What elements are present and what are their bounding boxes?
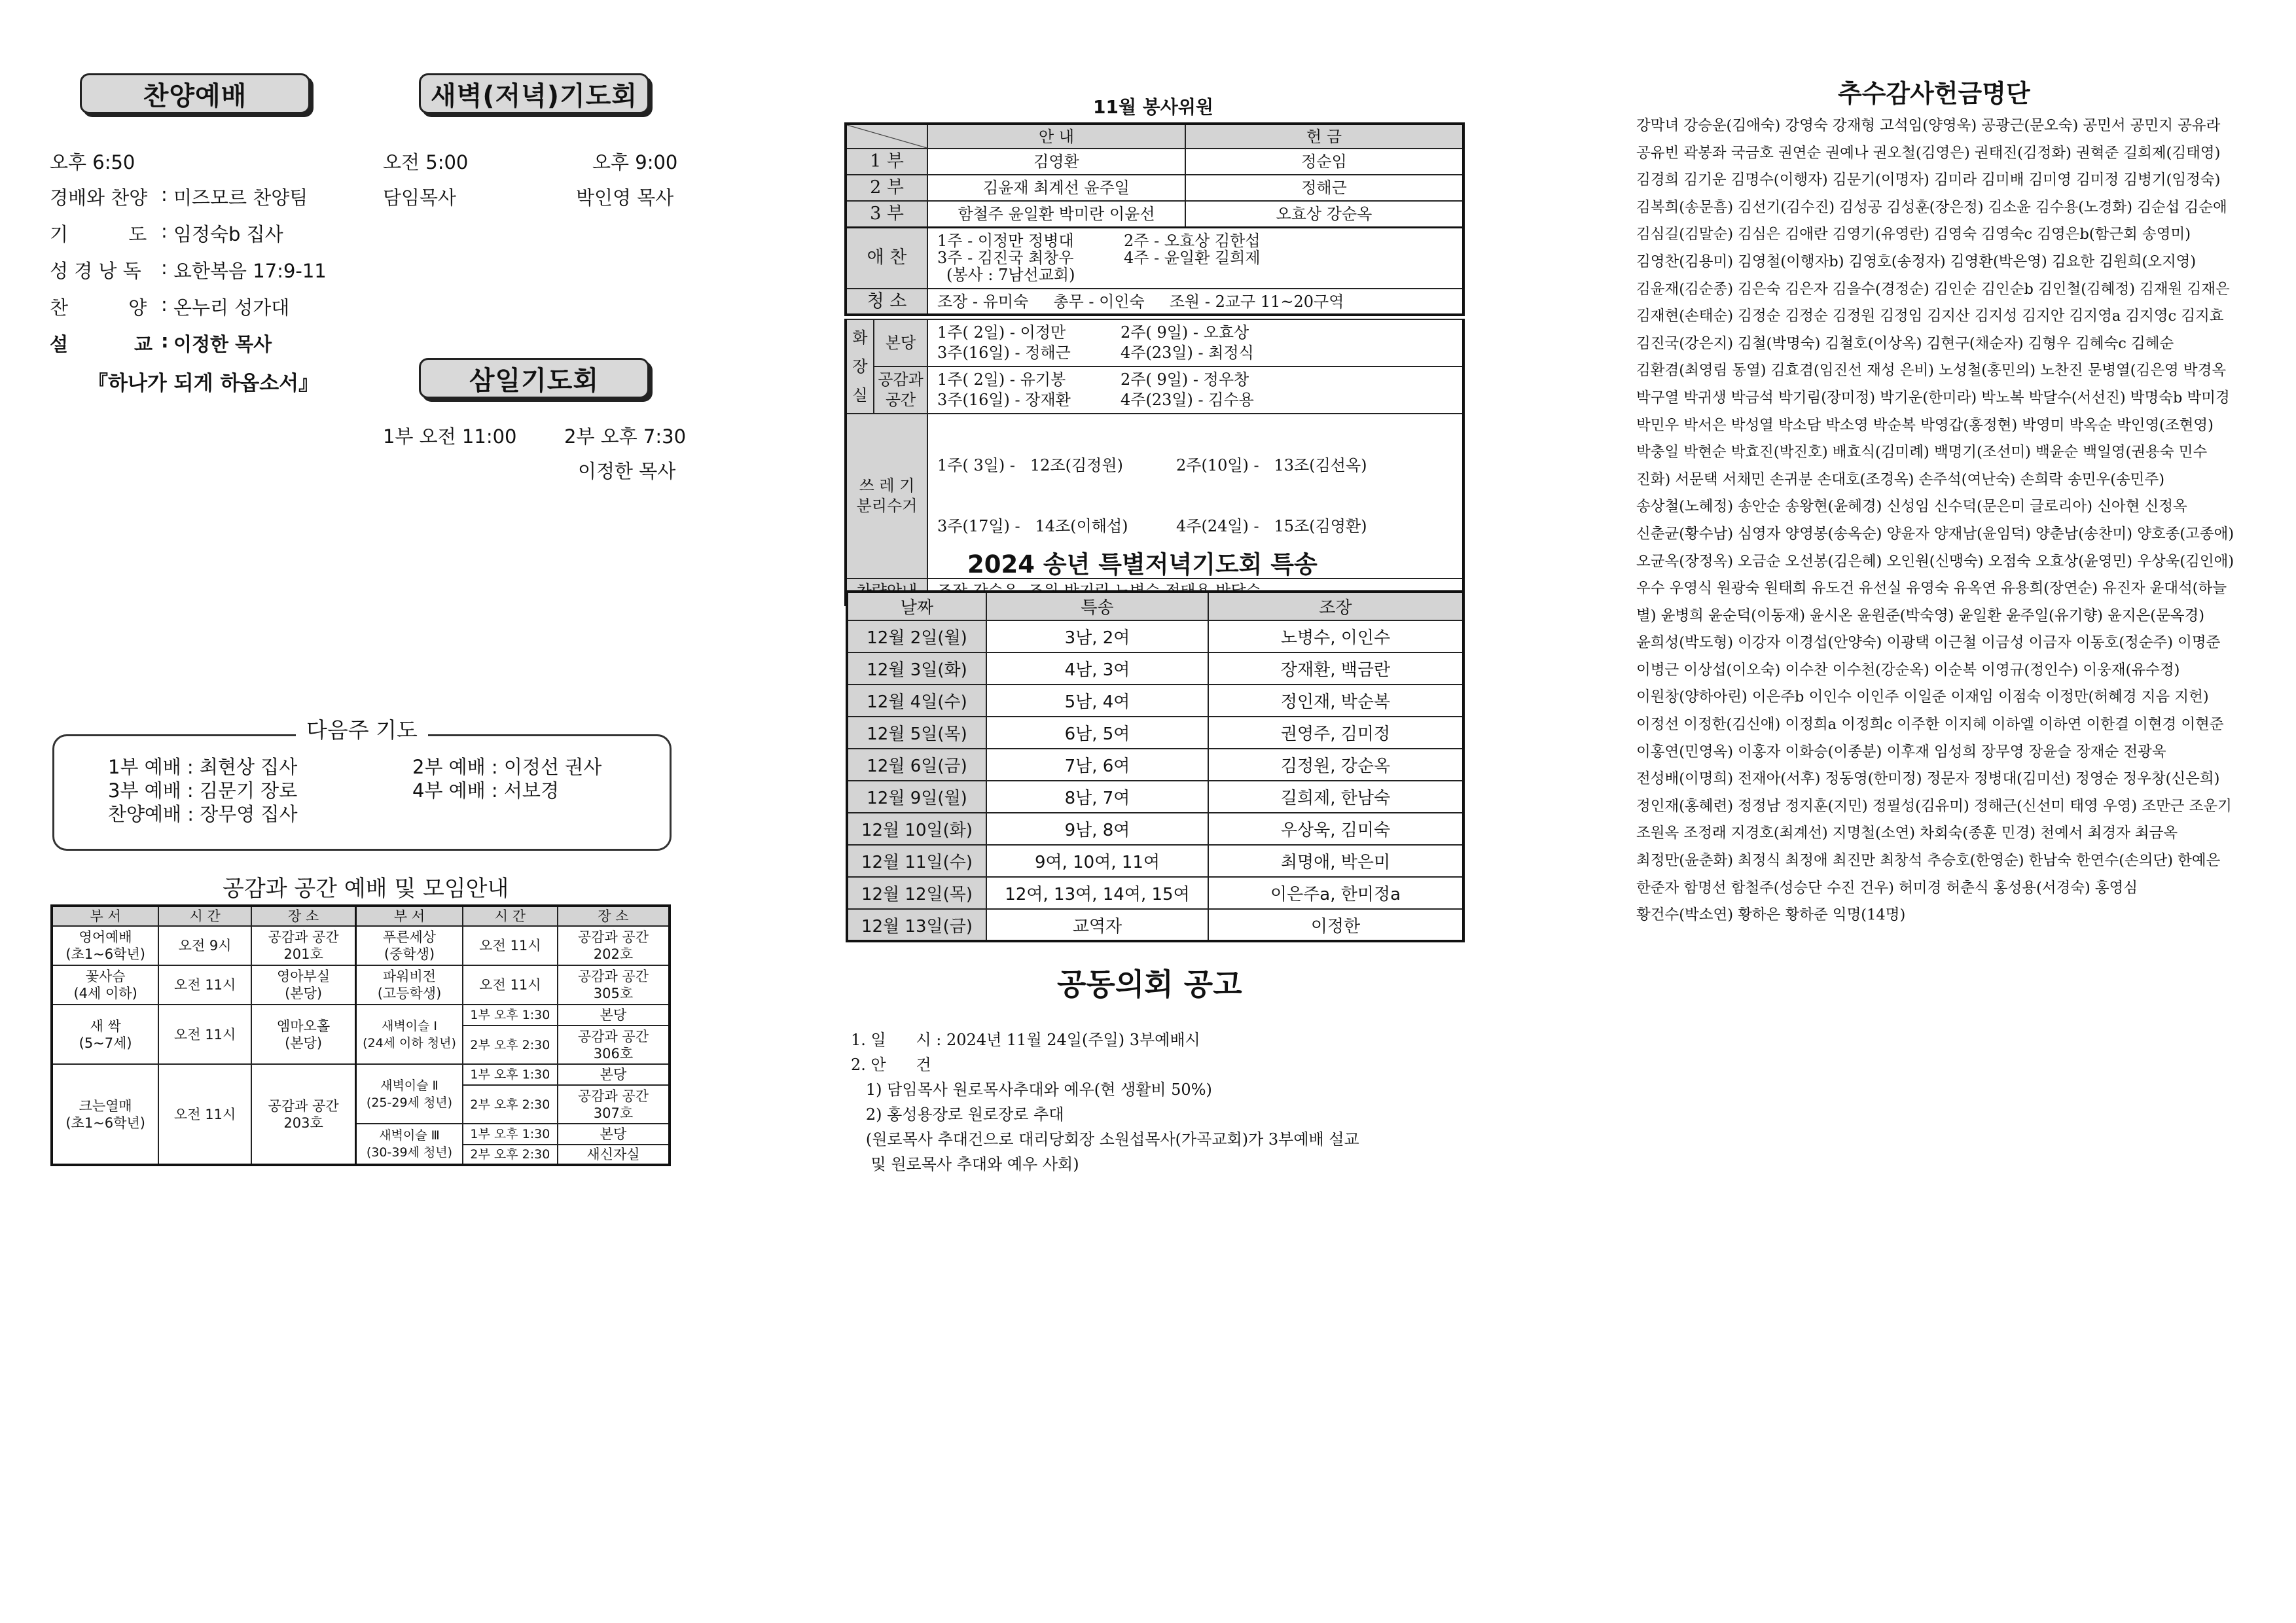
- space-table: [50, 904, 671, 1166]
- table-row: 12월 12일(목) 12여, 13여, 14여, 15여 이은주a, 한미정a: [847, 877, 1463, 909]
- donor-line: 윤희성(박도형) 이강자 이경섭(안양숙) 이광택 이근철 이금성 이금자 이동호(정순주) 이명준: [1636, 634, 2221, 652]
- council-notice-body: [851, 1027, 1359, 1177]
- col-header: 부 서: [52, 906, 158, 926]
- donor-line: 이정선 이정한(김신애) 이정희a 이정희c 이주한 이지혜 이하엘 이하연 이한결 이현경 이현준: [1636, 716, 2224, 734]
- table-row: 12월 4일(수) 5남, 4여 정인재, 박순복: [847, 685, 1463, 717]
- donor-line: 이홍연(민영옥) 이홍자 이화승(이종분) 이후재 임성희 장무영 장윤슬 장재순 전광욱: [1636, 743, 2166, 760]
- donor-line: 김영찬(김용미) 김영철(이행자b) 김영호(송정자) 김영환(박은영) 김요한 김원희(오지영): [1636, 253, 2197, 270]
- donor-line: 김경희 김기운 김명수(이행자) 김문기(이명자) 김미라 김미배 김미영 김미정 김병기(임정숙): [1636, 171, 2221, 189]
- program-row-value: 요한복음 17:9-11: [173, 260, 327, 282]
- table-row: 12월 3일(화) 4남, 3여 장재환, 백금란: [847, 652, 1463, 685]
- volunteers-title: 11월 봉사위원: [1093, 96, 1213, 118]
- donor-line: 김윤재(김순종) 김은숙 김은자 김을수(경정순) 김인순 김인순b 김인철(김혜정) 김재원 김재은: [1636, 280, 2230, 298]
- wednesday-prayer-title: 삼일기도회: [419, 358, 649, 399]
- donor-line: 이원창(양하아린) 이은주b 이인수 이인주 이일준 이재임 이점숙 이정만(허혜경 지음 지헌): [1636, 688, 2209, 706]
- table-row: 2부 오후 2:30 공감과 공간 307호: [52, 1085, 670, 1124]
- table-row: 12월 13일(금) 교역자 이정한: [847, 909, 1463, 941]
- donor-line: 우수 우영식 원광숙 원태희 유도건 유선실 유영숙 유옥연 유용희(장연순) 유진자 윤대석(하늘: [1636, 580, 2227, 597]
- program-row-label: 성 경 낭 독: [50, 260, 141, 282]
- notice-line: 2. 안 건: [851, 1056, 931, 1074]
- praise-time: 오후 6:50: [50, 151, 135, 173]
- notice-line: 및 원로목사 추대와 예우 사회): [851, 1155, 1079, 1173]
- program-row-value: 이정한 목사: [173, 333, 272, 355]
- volunteers-table: [844, 122, 1465, 316]
- program-row-value: 온누리 성가대: [173, 296, 290, 319]
- dawn-time-1: 오전 5:00: [383, 151, 469, 173]
- table-row: 쓰 레 기 분리수거 1주( 3일) - 12조(김정원) 2주(10일) - 13조(김선옥) 3주(17일) - 14조(이해섭) 4주(24일) - 15조(김영환): [846, 414, 1463, 579]
- donor-line: 박민우 박서은 박성열 박소담 박소영 박순복 박영갑(홍정현) 박영미 박옥순 박인영(조현영): [1636, 416, 2214, 434]
- table-row: 12월 9일(월) 8남, 7여 길희제, 한남숙: [847, 781, 1463, 813]
- notice-line: 1) 담임목사 원로목사추대와 예우(현 생활비 50%): [851, 1080, 1212, 1099]
- special-songs-title: 2024 송년 특별저녁기도회 특송: [967, 550, 1318, 579]
- table-row: 청 소 조장 - 유미숙 총무 - 이인숙 조원 - 2교구 11~20구역: [846, 289, 1463, 315]
- col-header: 특송: [986, 592, 1208, 620]
- prayer-item: 1부 예배 : 최현상 집사: [108, 756, 298, 778]
- donor-line: 김복희(송문흠) 김선기(김수진) 김성공 김성훈(장은정) 김소윤 김수용(노경화) 김순섭 김순애: [1636, 198, 2227, 216]
- table-row: 1 부 김영환 정순임: [846, 149, 1463, 175]
- donor-line: 오균옥(장정옥) 오금순 오선봉(김은혜) 오인원(신맹숙) 오점숙 오효상(윤영민) 우상욱(김인애): [1636, 552, 2234, 570]
- special-songs-table: [846, 590, 1465, 942]
- prayer-item: 3부 예배 : 김문기 장로: [108, 779, 298, 802]
- wednesday-time-2: 2부 오후 7:30: [564, 425, 687, 448]
- col-header: 부 서: [356, 906, 463, 926]
- program-row-label: 설 교: [50, 333, 152, 355]
- program-colon: :: [161, 220, 168, 242]
- donor-line: 김환겸(최영림 동열) 김효겸(임진선 재성 은비) 노성철(홍민의) 노찬진 문병열(김은영 박경옥: [1636, 362, 2227, 380]
- table-row: 2부 오후 2:30 공감과 공간 306호: [52, 1026, 670, 1064]
- donor-line: 김진국(강은지) 김철(박명숙) 김철호(이상옥) 김현구(채순자) 김형우 김혜숙c 김혜순: [1636, 334, 2174, 352]
- donor-line: 김재현(손태순) 김정순 김정순 김정원 김정임 김지산 김지성 김지안 김지영a 김지영c 김지효: [1636, 308, 2224, 325]
- program-row-label: 기 도: [50, 223, 147, 245]
- donor-line: 최정만(윤춘화) 최정식 최정애 최진만 최창석 추승호(한영순) 한남숙 한연수(손의단) 한예은: [1636, 852, 2221, 870]
- donors-title: 추수감사헌금명단: [1838, 79, 2030, 108]
- donor-line: 강막녀 강승운(김애숙) 강영숙 강재형 고석임(양영욱) 공광근(문오숙) 공민서 공민지 공유라: [1636, 117, 2221, 134]
- donor-line: 박구열 박귀생 박금석 박기림(장미정) 박기운(한미라) 박노복 박달수(서선진) 박명숙b 박미경: [1636, 389, 2230, 406]
- dawn-time-2: 오후 9:00: [592, 151, 678, 173]
- program-row-label: 찬 양: [50, 296, 147, 319]
- table-row: 12월 2일(월) 3남, 2여 노병수, 이인수: [847, 620, 1463, 652]
- prayer-item: 찬양예배 : 장무영 집사: [108, 803, 298, 825]
- header-guide: 안 내: [927, 124, 1185, 149]
- donor-line: 조원옥 조정래 지경호(최계선) 지명철(소연) 차회숙(종훈 민경) 천예서 최경자 최금옥: [1636, 825, 2178, 842]
- notice-line: 2) 홍성용장로 원로장로 추대: [851, 1105, 1064, 1124]
- table-row: 3 부 함철주 윤일환 박미란 이윤선 오효상 강순옥: [846, 201, 1463, 227]
- program-colon: :: [161, 293, 168, 315]
- next-week-prayer-title: 다음주 기도: [296, 713, 428, 744]
- space-table-title: 공감과 공간 예배 및 모임안내: [223, 876, 509, 902]
- program-row-value: 미즈모르 찬양팀: [173, 187, 308, 209]
- col-header: 조장: [1208, 592, 1463, 620]
- col-header: 시 간: [158, 906, 251, 926]
- donor-line: 정인재(홍혜련) 정정남 정지훈(지민) 정필성(김유미) 정해근(신선미 태영 우영) 조만근 조운기: [1636, 797, 2232, 815]
- table-row: 12월 10일(화) 9남, 8여 우상욱, 김미숙: [847, 813, 1463, 845]
- table-row: 영어예배 (초1~6학년) 오전 9시 공감과 공간 201호 푸른세상 (중학생) 오전 11시 공감과 공간 202호: [52, 926, 670, 965]
- prayer-item: 2부 예배 : 이정선 권사: [412, 756, 602, 778]
- donor-list: [1636, 113, 2265, 929]
- table-row: 2 부 김윤재 최계선 윤주일 정해근: [846, 175, 1463, 201]
- table-row: 새 싹 (5~7세) 오전 11시 엠마오홀 (본당) 새벽이슬 Ⅰ (24세 이하 청년) 1부 오후 1:30 본당: [52, 1005, 670, 1026]
- program-colon: :: [161, 330, 169, 352]
- notice-line: 1. 일 시 : 2024년 11월 24일(주일) 3부예배시: [851, 1031, 1200, 1049]
- program-colon: :: [161, 257, 168, 279]
- table-row: 크는열매 (초1~6학년) 오전 11시 공감과 공간 203호 새벽이슬 Ⅱ (25-29세 청년) 1부 오후 1:30 본당: [52, 1064, 670, 1085]
- table-row: 화장실 본당 1주( 2일) - 이정만 2주( 9일) - 오효상 3주(16일) - 정해근 4주(23일) - 최정식: [846, 319, 1463, 366]
- dawn-leader-1: 담임목사: [383, 187, 457, 209]
- dawn-leader-2: 박인영 목사: [576, 187, 674, 209]
- donor-line: 한준자 함명선 함철주(성승단 수진 건우) 허미경 허춘식 홍성용(서경숙) 홍영심: [1636, 879, 2138, 897]
- diagonal-header-cell: [846, 124, 927, 149]
- col-header: 시 간: [463, 906, 558, 926]
- prayer-item: 4부 예배 : 서보경: [412, 779, 559, 802]
- donor-line: 황건수(박소연) 황하은 황하준 익명(14명): [1636, 906, 1906, 924]
- table-row: 애 찬 1주 - 이정만 정병대 2주 - 오효상 김한섭 3주 - 김진국 최창우 4주 - 윤일환 길희제 (봉사 : 7남선교회): [846, 227, 1463, 289]
- col-header: 날짜: [847, 592, 986, 620]
- table-row: 2부 오후 2:30 새신자실: [52, 1145, 670, 1165]
- col-header: 장 소: [251, 906, 356, 926]
- wednesday-leader: 이정한 목사: [578, 460, 676, 482]
- notice-line: (원로목사 추대건으로 대리당회장 소원섭목사(가곡교회)가 3부예배 설교: [851, 1130, 1359, 1149]
- donor-line: 전성배(이명희) 전재아(서후) 정동영(한미정) 정문자 정병대(김미선) 정영순 정우창(신은희): [1636, 770, 2220, 788]
- table-row: 공감과 공간 1주( 2일) - 유기봉 2주( 9일) - 정우창 3주(16일) - 장재환 4주(23일) - 김수용: [846, 366, 1463, 414]
- col-header: 장 소: [558, 906, 670, 926]
- table-row: 12월 5일(목) 6남, 5여 권영주, 김미정: [847, 717, 1463, 749]
- program-row-value: 임정숙b 집사: [173, 223, 283, 245]
- program-colon: :: [161, 183, 168, 205]
- donor-line: 박충일 박현순 박효진(박진호) 배효식(김미례) 백명기(조선미) 백윤순 백일영(권용숙 민수: [1636, 444, 2208, 461]
- donor-line: 이병근 이상섭(이오숙) 이수찬 이수천(강순옥) 이순복 이영규(정인수) 이웅재(유수정): [1636, 661, 2180, 679]
- council-notice-title: 공동의회 공고: [1057, 967, 1242, 1002]
- praise-worship-title: 찬양예배: [80, 73, 310, 114]
- header-offering: 헌 금: [1185, 124, 1463, 149]
- table-row: 새벽이슬 Ⅲ (30-39세 청년) 1부 오후 1:30 본당: [52, 1124, 670, 1145]
- donor-line: 별) 윤병희 윤순덕(이동재) 윤시온 윤원준(박숙영) 윤일환 윤주일(유기향) 윤지은(문옥경): [1636, 607, 2205, 624]
- table-row: 12월 11일(수) 9여, 10여, 11여 최명애, 박은미: [847, 845, 1463, 877]
- donor-line: 김심길(김말순) 김심은 김애란 김영기(유영란) 김영숙 김영숙c 김영은b(함근회 송영미): [1636, 226, 2191, 243]
- table-row: 12월 6일(금) 7남, 6여 김정원, 강순옥: [847, 749, 1463, 781]
- donor-line: 송상철(노혜정) 송안순 송왕현(윤혜경) 신성임 신수덕(문은미 글로리아) 신아현 신정옥: [1636, 498, 2187, 516]
- program-row-label: 경배와 찬양: [50, 187, 148, 209]
- wednesday-time-1: 1부 오전 11:00: [383, 425, 517, 448]
- donor-line: 진화) 서문택 서채민 손귀분 손대호(조경옥) 손주석(여난숙) 손희락 송민우(송민주): [1636, 471, 2165, 488]
- donor-line: 공유빈 곽봉좌 국금호 권연순 권예나 권오철(김영은) 권태진(김정화) 권혁준 길희제(김태영): [1636, 144, 2221, 162]
- sermon-title: 『하나가 되게 하옵소서』: [88, 372, 319, 395]
- table-row: 차량안내 조장-강승운 조원-박기림 노병수 정태용 박달수: [846, 579, 1463, 605]
- table-row: 꽃사슴 (4세 이하) 오전 11시 영아부실 (본당) 파워비전 (고등학생) 오전 11시 공감과 공간 305호: [52, 965, 670, 1005]
- donor-line: 신춘균(황수남) 심영자 양영봉(송옥순) 양윤자 양재남(윤임덕) 양춘남(송찬미) 양호종(고종애): [1636, 525, 2234, 543]
- dawn-prayer-title: 새벽(저녁)기도회: [419, 73, 649, 114]
